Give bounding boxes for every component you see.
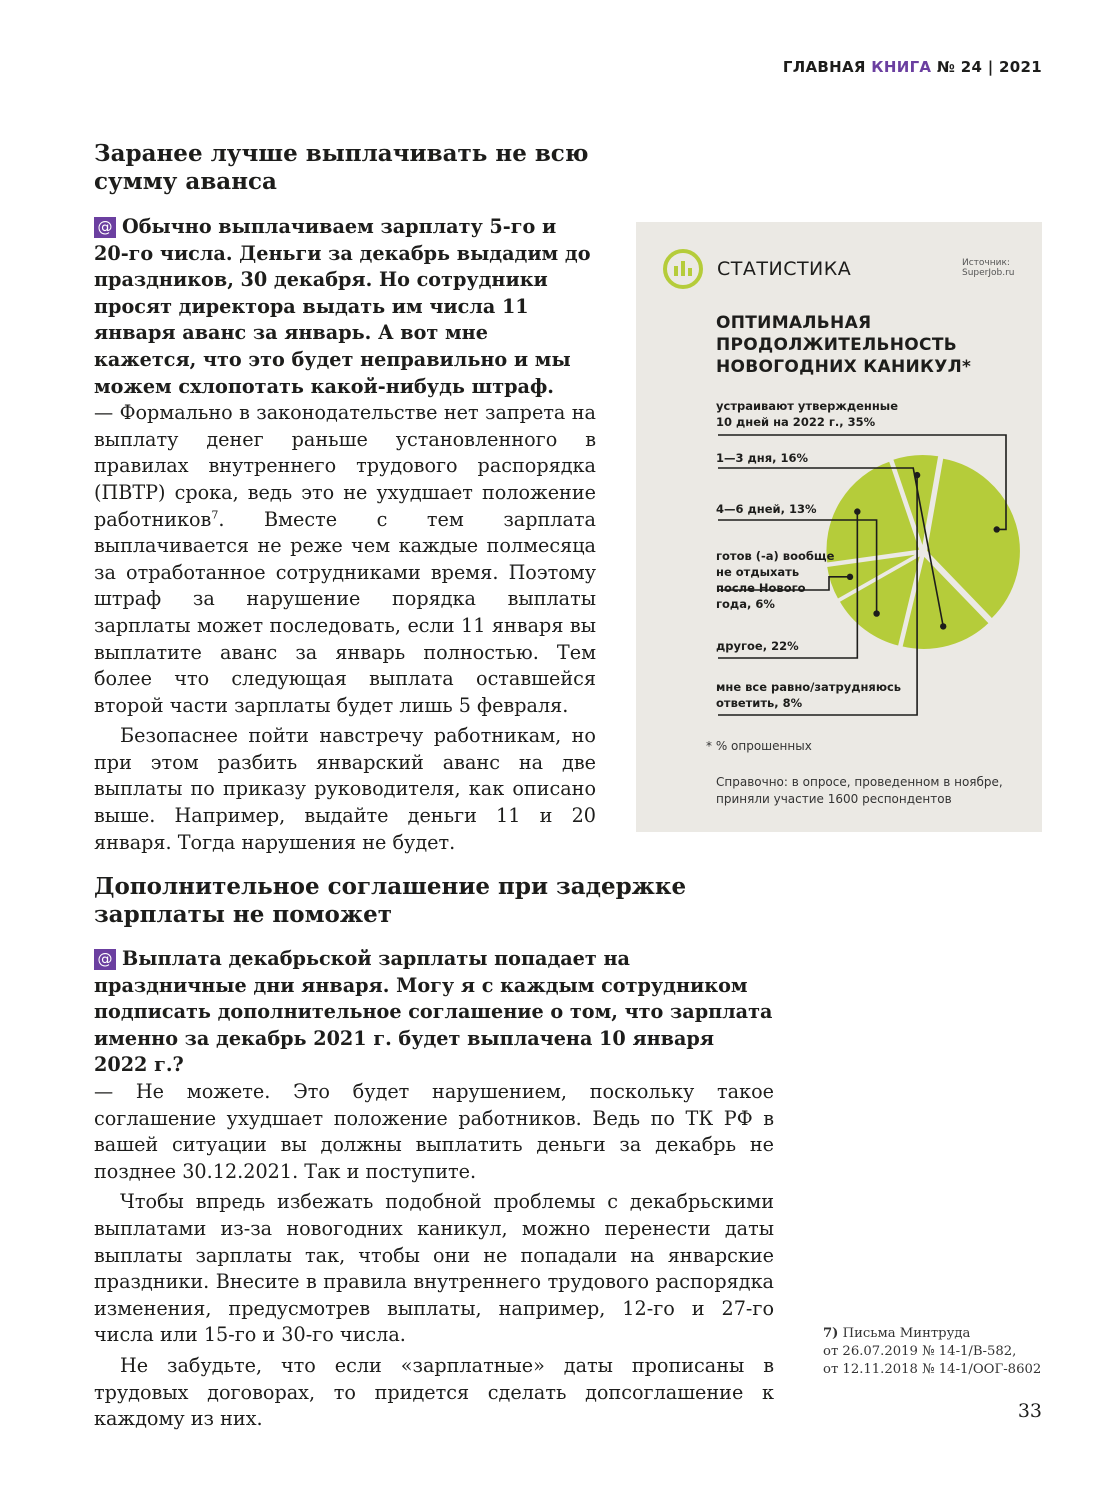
slice-label-line: готов (-а) вообще [716,549,835,563]
answer-text-1: — Формально в законодательстве нет запрета на выплату денег раньше установленного в правилах внутреннего трудового распорядка (ПВТР) срока, ведь это не ухудшает положение работников [94,401,596,531]
chart-reference [716,774,1016,808]
slice-label-line: мне все равно/затрудняюсь [716,680,902,694]
slice-label-13 [716,501,817,517]
answer-text-2: . Вместе с тем зарплата выплачивается не реже чем каждые полмесяца за отработанное сотрудниками время. Поэтому штраф за нарушение порядка выплаты зарплаты может последовать, если 11 января вы выплатите аванс за январь полностью. Тем более что следующая выплата оставшейся второй части зарплаты будет лишь 5 февраля. [94,507,596,717]
slice-label-35 [716,398,898,430]
section-advance [94,140,596,196]
reference-line: Справочно: в опросе, проведенном в ноябре, [716,775,1003,789]
question-text: Обычно выплачиваем зарплату 5-го и 20-го числа. Деньги за декабрь выдадим до праздников, 30 декабря. Но сотрудники просят директора выдать им числа 11 января аванс за январь. А вот мне кажется, что это будет неправильно и мы можем схлопотать какой-нибудь штраф. [94,215,591,398]
slice-label-line: 1—3 дня, 16% [716,451,809,465]
source-label: Источник: [962,258,1010,268]
question-text: Выплата декабрьской зарплаты попадает на праздничные дни января. Могу я с каждым сотрудником подписать дополнительное соглашение о том, что зарплата именно за декабрь 2021 г. будет выплачена 10 января 2022 г.? [94,947,773,1077]
slice-dot [994,526,1000,532]
page-number: 33 [1017,1400,1042,1422]
footnote-line: Письма Минтруда [842,1326,971,1341]
slice-label-line: ответить, 8% [716,696,803,710]
slice-dot [940,623,946,629]
source-name: SuperJob.ru [962,268,1015,278]
slice-dot [854,508,860,514]
slice-label-22 [716,638,799,654]
answer-paragraph [94,400,596,719]
slice-label-line: года, 6% [716,597,775,611]
slice-label-16 [716,450,808,466]
footnote-ref[interactable]: 7 [211,508,219,522]
slice-label-8 [716,679,901,711]
chart-title-line: НОВОГОДНИХ КАНИКУЛ* [716,357,972,377]
section-advance-body [94,214,596,856]
body-paragraph: Безопаснее пойти навстречу работникам, но при этом разбить январский аванс на две выплаты по приказу руководителя, как описано выше. Например, выдайте деньги 11 и 20 января. Тогда нарушения не будет. [94,724,596,854]
slice-label-line: другое, 22% [716,639,799,653]
slice-label-line: не отдыхать [716,565,800,579]
body-paragraph: Не забудьте, что если «зарплатные» даты прописаны в трудовых договорах, то придется сделать допсоглашение к каждому из них. [94,1353,774,1431]
at-icon: @ [94,949,116,970]
stat-logo-icon [665,251,701,287]
running-header [783,58,1042,76]
section-title: Дополнительное соглашение при задержке зарплаты не поможет [94,873,687,928]
footnote-line: от 26.07.2019 № 14-1/В-582, [823,1344,1017,1359]
section-agreement-body [94,946,774,1433]
brand-accent: КНИГА [871,58,932,76]
statistics-box [636,222,1042,832]
chart-title-line: ПРОДОЛЖИТЕЛЬНОСТЬ [716,335,957,355]
slice-dot [847,574,853,580]
stat-label: СТАТИСТИКА [717,258,852,280]
section-title: Заранее лучше выплачивать не всю сумму аванса [94,140,589,195]
question-paragraph [94,214,596,400]
slice-dot [914,472,920,478]
issue-number: № 24 | 2021 [936,58,1042,76]
stat-source [962,258,1015,278]
chart-title [716,312,971,378]
chart-title-line: ОПТИМАЛЬНАЯ [716,313,872,333]
slice-dot [873,610,879,616]
body-paragraph: Чтобы впредь избежать подобной проблемы с декабрьскими выплатами из-за новогодних каникул, можно перенести даты выплаты зарплаты так, чтобы они не попадали на январские праздники. Внесите в правила внутреннего трудового распорядка изменения, предусмотрев выплаты, например, 12-го и 27-го числа или 15-го и 30-го числа. [94,1190,774,1347]
chart-note: * % опрошенных [706,739,812,753]
slice-label-line: устраивают утвержденные [716,399,899,413]
reference-line: приняли участие 1600 респондентов [716,792,952,806]
brand-main: ГЛАВНАЯ [782,58,866,76]
slice-label-6 [716,548,834,612]
question-paragraph [94,946,774,1079]
footnote [823,1325,1053,1379]
section-agreement [94,873,774,929]
slice-label-line: 4—6 дней, 13% [716,502,817,516]
at-icon: @ [94,217,116,238]
footnote-line: от 12.11.2018 № 14-1/ООГ-8602 [823,1362,1042,1377]
answer-paragraph: — Не можете. Это будет нарушением, поскольку такое соглашение ухудшает положение работников. Ведь по ТК РФ в вашей ситуации вы должны выплатить деньги за декабрь не позднее 30.12.2021. Так и поступите. [94,1079,774,1183]
footnote-number: 7) [823,1326,839,1341]
slice-label-line: 10 дней на 2022 г., 35% [716,415,876,429]
slice-label-line: после Нового [716,581,806,595]
